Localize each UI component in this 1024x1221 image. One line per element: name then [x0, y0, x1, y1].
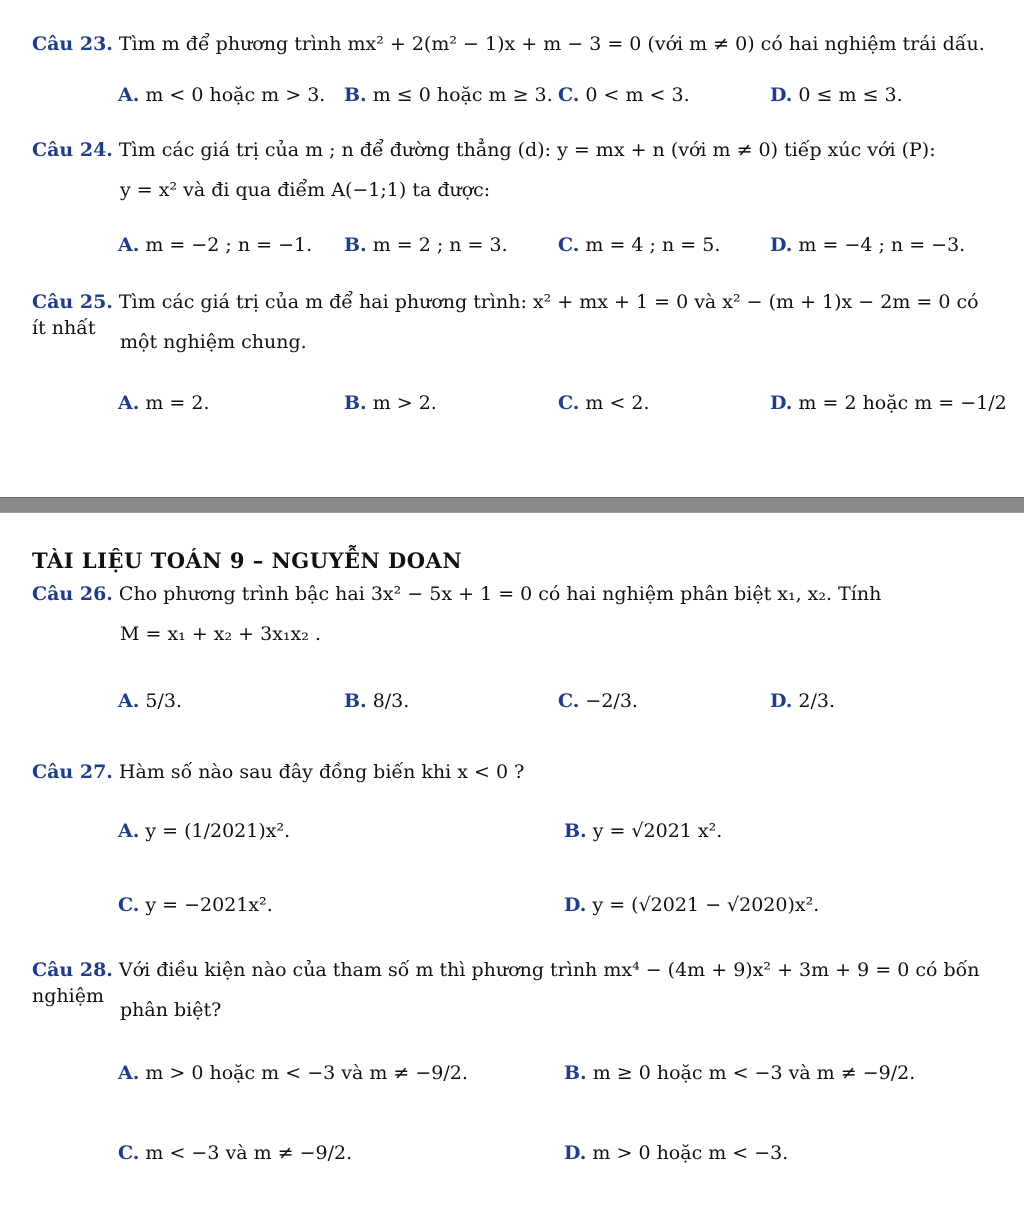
- option-text: 2/3.: [798, 690, 836, 712]
- question-28-continued: phân biệt?: [120, 999, 222, 1021]
- question-27: [32, 760, 990, 786]
- question-stem: Cho phương trình bậc hai 3x² − 5x + 1 = 0 có hai nghiệm phân biệt x₁, x₂. Tính: [118, 583, 882, 605]
- question-stem: Với điều kiện nào của tham số m thì phương trình mx⁴ − (4m + 9)x² + 3m + 9 = 0 có bốn nghiệm: [32, 959, 980, 1007]
- option-d[interactable]: [564, 1142, 788, 1164]
- option-text: m = 2 hoặc m = −1/2: [798, 392, 1007, 414]
- option-text: m = 4 ; n = 5.: [585, 234, 721, 256]
- option-text: m > 2.: [372, 392, 437, 414]
- option-a[interactable]: [118, 1062, 468, 1084]
- option-text: m < −3 và m ≠ −9/2.: [145, 1142, 353, 1164]
- option-key: B.: [344, 234, 367, 256]
- option-c[interactable]: [558, 690, 638, 712]
- question-26-continued: M = x₁ + x₂ + 3x₁x₂ .: [120, 623, 321, 645]
- option-key: D.: [770, 234, 793, 256]
- question-label: Câu 23.: [32, 33, 113, 55]
- option-b[interactable]: [344, 84, 553, 106]
- option-key: A.: [118, 690, 140, 712]
- document-header: TÀI LIỆU TOÁN 9 – NGUYỄN DOAN: [32, 548, 463, 573]
- option-d[interactable]: [564, 894, 819, 916]
- option-text: −2/3.: [585, 690, 638, 712]
- question-stem: Tìm m để phương trình mx² + 2(m² − 1)x + m − 3 = 0 (với m ≠ 0) có hai nghiệm trái dấu.: [118, 33, 985, 55]
- question-25-continued: một nghiệm chung.: [120, 331, 307, 353]
- option-key: D.: [770, 84, 793, 106]
- question-26: [32, 582, 990, 608]
- question-label: Câu 25.: [32, 291, 113, 313]
- option-d[interactable]: [770, 392, 1007, 414]
- option-text: m = −2 ; n = −1.: [145, 234, 313, 256]
- option-a[interactable]: [118, 820, 290, 842]
- option-text: m > 0 hoặc m < −3 và m ≠ −9/2.: [145, 1062, 468, 1084]
- option-b[interactable]: [344, 392, 437, 414]
- options-28-row1: [118, 1062, 990, 1102]
- option-a[interactable]: [118, 234, 312, 256]
- option-text: 5/3.: [145, 690, 182, 712]
- option-c[interactable]: [558, 392, 650, 414]
- question-label: Câu 26.: [32, 583, 113, 605]
- option-text: m > 0 hoặc m < −3.: [592, 1142, 789, 1164]
- option-key: A.: [118, 392, 140, 414]
- options-23: [118, 84, 990, 124]
- options-25: [118, 392, 1007, 432]
- option-d[interactable]: [770, 84, 903, 106]
- option-text: y = (√2021 − √2020)x².: [592, 894, 820, 916]
- question-label: Câu 28.: [32, 959, 113, 981]
- option-c[interactable]: [118, 1142, 352, 1164]
- option-key: C.: [118, 1142, 140, 1164]
- option-key: B.: [344, 690, 367, 712]
- option-text: m ≤ 0 hoặc m ≥ 3.: [372, 84, 553, 106]
- option-d[interactable]: [770, 690, 835, 712]
- option-key: B.: [344, 392, 367, 414]
- options-27-row2: [118, 894, 990, 934]
- options-26: [118, 690, 990, 730]
- option-key: A.: [118, 1062, 140, 1084]
- option-c[interactable]: [558, 84, 690, 106]
- option-key: C.: [558, 234, 580, 256]
- question-24-continued: y = x² và đi qua điểm A(−1;1) ta được:: [120, 179, 491, 201]
- question-23: [32, 32, 990, 58]
- option-key: A.: [118, 84, 140, 106]
- question-label: Câu 24.: [32, 139, 113, 161]
- options-28-row2: [118, 1142, 990, 1182]
- options-24: [118, 234, 990, 274]
- option-d[interactable]: [770, 234, 965, 256]
- option-a[interactable]: [118, 84, 325, 106]
- option-b[interactable]: [564, 1062, 915, 1084]
- option-key: A.: [118, 234, 140, 256]
- option-b[interactable]: [564, 820, 722, 842]
- option-key: B.: [344, 84, 367, 106]
- option-key: C.: [558, 392, 580, 414]
- option-key: C.: [558, 690, 580, 712]
- question-stem: Tìm các giá trị của m để hai phương trình: x² + mx + 1 = 0 và x² − (m + 1)x − 2m = 0 có ít nhất: [32, 291, 979, 339]
- option-key: A.: [118, 820, 140, 842]
- option-key: C.: [118, 894, 140, 916]
- question-stem: Tìm các giá trị của m ; n để đường thẳng (d): y = mx + n (với m ≠ 0) tiếp xúc với (P):: [118, 139, 936, 161]
- option-text: m < 0 hoặc m > 3.: [145, 84, 326, 106]
- option-key: C.: [558, 84, 580, 106]
- option-text: m = 2 ; n = 3.: [372, 234, 508, 256]
- question-label: Câu 27.: [32, 761, 113, 783]
- option-text: 0 ≤ m ≤ 3.: [798, 84, 903, 106]
- option-key: D.: [564, 1142, 587, 1164]
- section-divider: [0, 497, 1024, 513]
- question-24: [32, 138, 990, 164]
- option-key: B.: [564, 820, 587, 842]
- options-27-row1: [118, 820, 990, 860]
- option-b[interactable]: [344, 234, 508, 256]
- option-key: B.: [564, 1062, 587, 1084]
- option-key: D.: [564, 894, 587, 916]
- option-text: 0 < m < 3.: [585, 84, 690, 106]
- option-text: y = −2021x².: [145, 894, 273, 916]
- question-stem: Hàm số nào sau đây đồng biến khi x < 0 ?: [118, 761, 525, 783]
- option-b[interactable]: [344, 690, 409, 712]
- option-text: 8/3.: [372, 690, 410, 712]
- option-key: D.: [770, 690, 793, 712]
- option-text: m < 2.: [585, 392, 650, 414]
- option-text: m ≥ 0 hoặc m < −3 và m ≠ −9/2.: [592, 1062, 916, 1084]
- option-c[interactable]: [118, 894, 273, 916]
- option-key: D.: [770, 392, 793, 414]
- option-a[interactable]: [118, 690, 182, 712]
- option-c[interactable]: [558, 234, 720, 256]
- option-a[interactable]: [118, 392, 210, 414]
- option-text: y = √2021 x².: [592, 820, 723, 842]
- option-text: m = 2.: [145, 392, 210, 414]
- option-text: y = (1/2021)x².: [145, 820, 291, 842]
- option-text: m = −4 ; n = −3.: [798, 234, 966, 256]
